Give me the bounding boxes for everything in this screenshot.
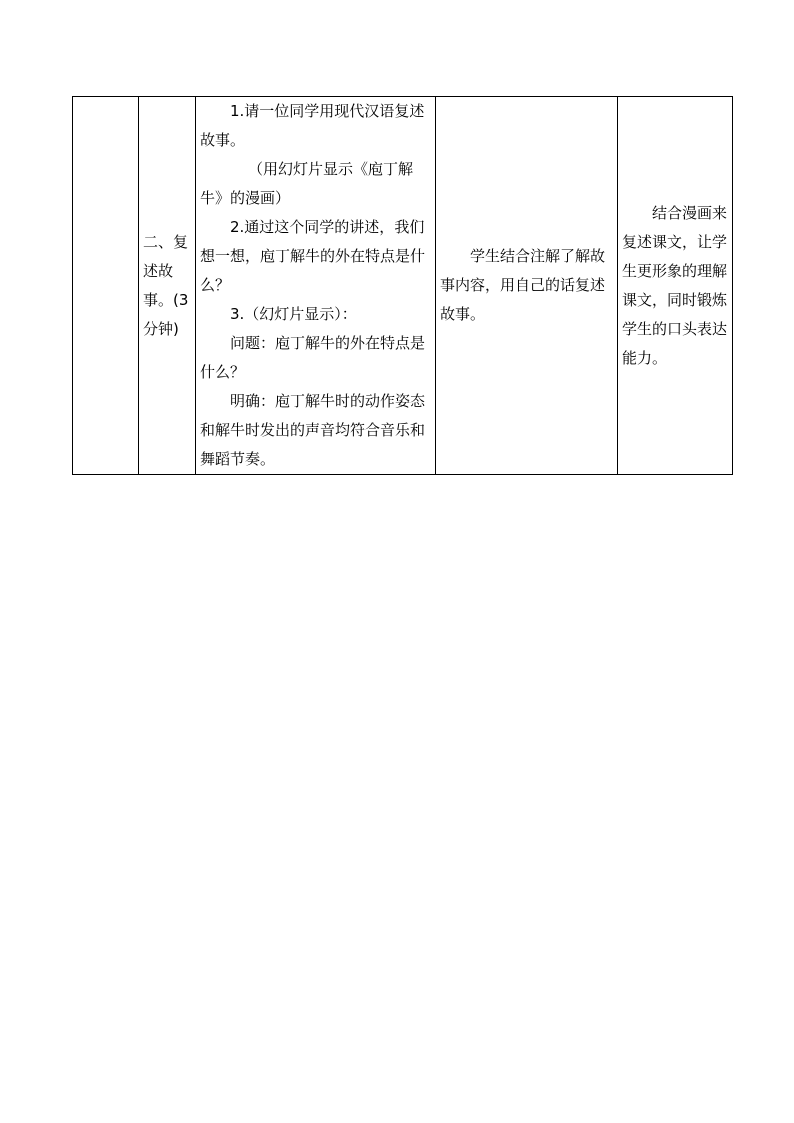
teacher-question: 问题：庖丁解牛的外在特点是什么？ <box>200 334 426 381</box>
table-row <box>73 97 733 475</box>
empty-cell <box>73 97 139 475</box>
teacher-step-1-note: （用幻灯片显示《庖丁解牛》的漫画） <box>200 160 414 207</box>
teacher-step-3: 3.（幻灯片显示）： <box>230 305 357 323</box>
teacher-answer: 明确：庖丁解牛时的动作姿态和解牛时发出的声音均符合音乐和舞蹈节奏。 <box>200 392 426 468</box>
teacher-activity-cell <box>196 97 436 475</box>
section-label-cell: 二、复述故事。(3分钟) <box>139 97 196 475</box>
teacher-step-2: 2.通过这个同学的讲述，我们想一想，庖丁解牛的外在特点是什么？ <box>200 218 426 294</box>
student-activity-text: 学生结合注解了解故事内容，用自己的话复述故事。 <box>440 247 606 323</box>
design-intent-cell <box>618 97 733 475</box>
student-activity-cell <box>436 97 618 475</box>
lesson-plan-table <box>72 96 733 475</box>
design-intent-text: 结合漫画来复述课文，让学生更形象的理解课文，同时锻炼学生的口头表达能力。 <box>622 203 728 367</box>
teacher-step-1: 1.请一位同学用现代汉语复述故事。 <box>200 102 425 149</box>
